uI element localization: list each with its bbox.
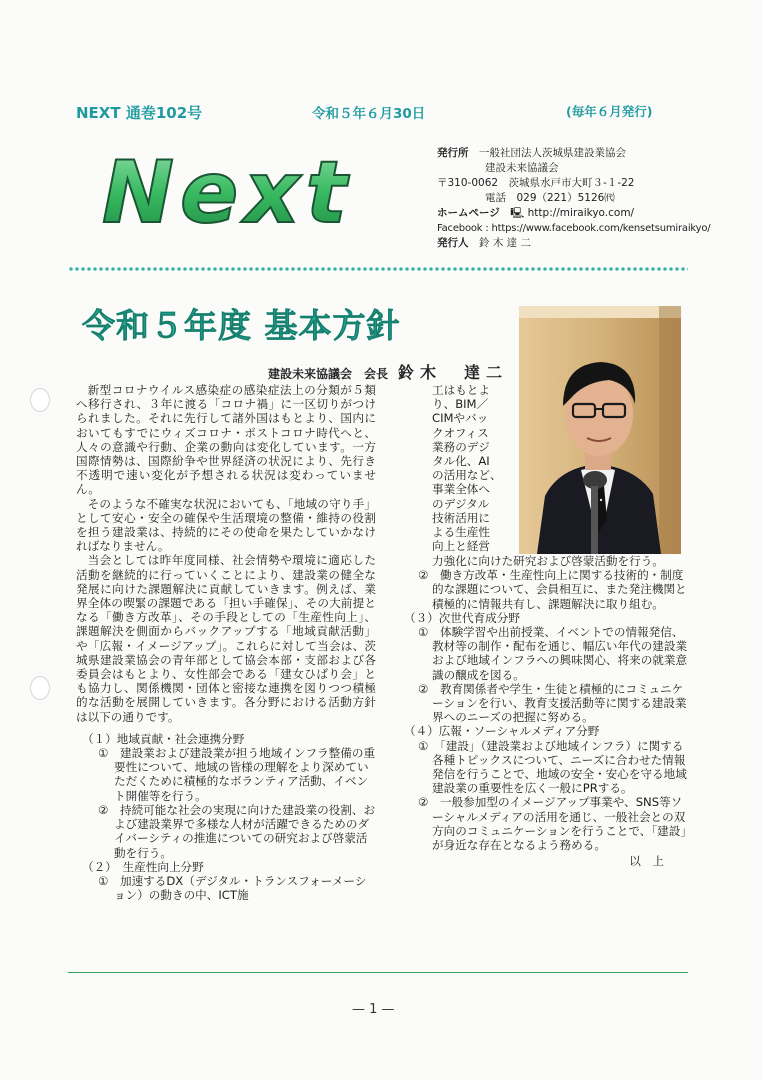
narrow-line: 向上と経営 [432,539,490,554]
section-title: （２） 生産性向上分野 [82,859,204,874]
list-item: ① 体験学習や出前授業、イベントでの情報発信、教材等の制作・配布を通じ、幅広い年代の建設業および地域インフラへの興味関心、将来の就業意識の醸成を図る。 [418,625,688,682]
list-item: ② 一般参加型のイメージアップ事業や、SNS等ソーシャルメディアの活用を通じ、一般社会との双方向のコミュニケーションを行うことで、「建設」が身近な存在となるよう務める。 [418,795,687,853]
issuer-name: 鈴 木 達 二 [479,237,532,249]
next-logo-graphic [96,142,426,242]
byline [268,360,508,383]
publisher-address: 〒310-0062 茨城県水戸市大町３-１-22 [437,177,635,189]
publisher-org: 一般社団法人茨城県建設業協会 [479,147,626,159]
author-photo-illustration [519,306,681,554]
author-name: 鈴木 達二 [398,363,509,382]
narrow-line: り、BIM／ [432,397,489,412]
issue-date: 令和５年６月30日 [312,106,426,122]
paragraph: そのような不確実な状況においても、「地域の守り手」として安心・安全の確保や生活環境の整備・維持の役割を担う建設業は、持続的にその使命を果たしていかなければなりません。 [76,496,376,554]
facebook-link[interactable]: Facebook : https://www.facebook.com/kensetsumiraikyo/ [437,223,711,234]
issue-frequency: (毎年６月発行) [566,104,653,119]
binder-hole [30,676,50,700]
issue-number: NEXT 通巻102号 [76,104,203,122]
issuer-label: 発行人 [437,237,469,249]
narrow-line: 工はもとよ [432,383,490,397]
narrow-line: の活用など、 [432,468,502,483]
narrow-line: 技術活用に [432,510,490,525]
page-number: — 1 — [352,1002,395,1017]
section-title: （３）次世代育成分野 [404,610,520,625]
narrow-line: 事業全体へ [432,482,490,497]
article-body-left [76,383,376,902]
homepage-label: ホームページ [437,207,500,219]
list-item: ② 持続可能な社会の実現に向けた建設業の役割、および建設業界で多様な人材が活躍できるためのダイバーシティの推進についての研究および啓蒙活動を行う。 [98,802,376,860]
section-title: （１）地域貢献・社会連携分野 [82,731,245,746]
narrow-line: タル化、AI [432,454,490,469]
narrow-line: クオフィス [432,425,489,440]
article-title: 令和５年度 基本方針 [82,306,401,345]
header-divider [68,266,688,272]
author-photo [519,306,681,554]
paragraph: 当会としては昨年度同様、社会情勢や環境に適応した活動を継続的に行っていくことにより、建設業の健全な発展に向けた課題解決に貢献していきます。例えば、業界全体の喫緊の課題である「担い手確保」、その大前提となる「働き方改革」、その手段としての「生産性向上」、課題解決を側面からバックアップする「地域貢献活動」や「広報・イメージアップ」。これらに対して当会は、茨城県建設業協会の青年部として協会本部・支部および各委員会はもとより、女性部会である「建女ひばり会」とも協力し、関係機関・団体と密接な連携を図りつつ積極的な活動を展開していきます。各分野における活動方針は以下の通りです。 [76,553,376,724]
list-item: ② 教育関係者や学生・生徒と積極的にコミュニケーションを行い、教育支援活動等に関する建設業界へのニーズの把握に努める。 [418,681,687,725]
list-item: ① 建設業および建設業が担う地域インフラ整備の重要性について、地域の皆様の理解をより深めていただくために積極的なボランティア活動、イベント開催等を行う。 [98,746,376,803]
list-item: ② 働き方改革・生産性向上に関する技術的・制度的な課題について、会員相互に、また発注機関と積極的に情報共有し、課題解決に取り組む。 [418,568,687,611]
list-item: ① 「建設」（建設業および地域インフラ）に関する各種トピックスについて、ニーズに合わせた情報発信を行うことで、地域の安全・安心を守る地域建設業の重要性を広く一般にPRする。 [418,738,687,796]
narrow-line: 業務のデジ [432,439,490,454]
list-item: ① 加速するDX（デジタル・トランスフォーメーション）の動きの中、ICT施 [98,873,367,903]
next-logo [96,142,426,242]
narrow-line: よる生産性 [432,525,490,540]
paragraph: 新型コロナウイルス感染症の感染症法上の分類が５類へ移行され、３年に渡る「コロナ禍」に一区切りがつけられました。それに先行して諸外国はもとより、国内においてもすでにウィズコロナ・ポストコロナ時代へと、人々の意識や行動、企業の動向は変化しています。一方国際情勢は、国際紛争や世界経済の状況により、先行き不透明で速い変化が予想される状況は変わっていません。 [76,383,376,497]
list-item: 力強化に向けた研究および啓蒙活動を行う。 [432,554,664,568]
author-org: 建設未来協議会 会長 [268,367,389,381]
article-body-right-narrow [432,383,516,553]
narrow-line: CIMやバッ [432,411,489,426]
publisher-org2: 建設未来協議会 [485,162,559,174]
homepage-link[interactable]: 🖳 http://miraikyo.com/ [510,207,635,219]
publisher-phone: 電話 029（221）5126㈹ [485,192,615,204]
next-logo-text: Next [102,143,353,242]
closing: 以 上 [629,854,664,869]
footer-divider [68,972,688,973]
narrow-line: のデジタル [432,496,490,511]
publisher-label: 発行所 [437,147,469,159]
section-title: （４）広報・ソーシャルメディア分野 [404,724,600,739]
publisher-block [437,146,757,251]
article-body-right [404,554,688,868]
binder-hole [30,388,50,412]
